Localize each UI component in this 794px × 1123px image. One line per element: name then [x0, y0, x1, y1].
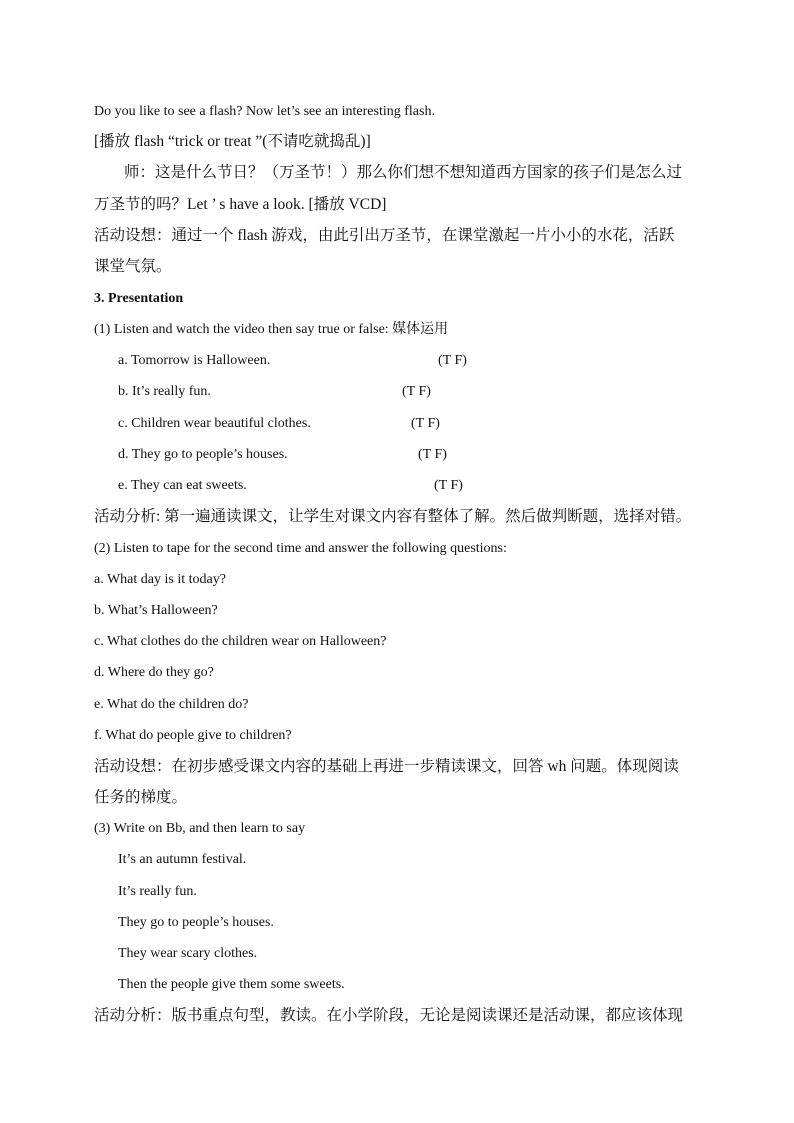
question-e: e. What do the children do?: [94, 697, 249, 712]
part2-design-line-1: 活动设想：在初步感受课文内容的基础上再进一步精读课文，回答 wh 问题。体现阅读: [94, 758, 679, 775]
intro-line-1: Do you like to see a flash? Now let’s see an interesting flash.: [94, 104, 435, 119]
question-a: a. What day is it today?: [94, 572, 226, 587]
tf-choice-d: (T F): [418, 447, 447, 462]
intro-line-2: [播放 flash “trick or treat ”(不请吃就捣乱)]: [94, 133, 371, 150]
teacher-line-1: 师：这是什么节日？（万圣节！）那么你们想不想知道西方国家的孩子们是怎么过: [124, 164, 683, 181]
question-b: b. What’s Halloween?: [94, 603, 218, 618]
tf-item-b: b. It’s really fun.: [118, 384, 211, 399]
design-note-line-2: 课堂气氛。: [94, 258, 172, 275]
sentence-2: It’s really fun.: [118, 884, 197, 899]
part2-design-line-2: 任务的梯度。: [94, 789, 188, 806]
design-note-line-1: 活动设想：通过一个 flash 游戏，由此引出万圣节，在课堂激起一片小小的水花，活跃: [94, 227, 675, 244]
tf-item-a: a. Tomorrow is Halloween.: [118, 353, 271, 368]
sentence-5: Then the people give them some sweets.: [118, 977, 345, 992]
part3-title: (3) Write on Bb, and then learn to say: [94, 821, 306, 836]
tf-item-d: d. They go to people’s houses.: [118, 447, 288, 462]
part1-analysis: 活动分析: 第一遍通读课文，让学生对课文内容有整体了解。然后做判断题，选择对错。: [94, 508, 692, 525]
tf-choice-b: (T F): [402, 384, 431, 399]
tf-choice-c: (T F): [411, 416, 440, 431]
question-d: d. Where do they go?: [94, 665, 214, 680]
part1-title: (1) Listen and watch the video then say true or false: 媒体运用: [94, 322, 449, 337]
sentence-4: They wear scary clothes.: [118, 946, 258, 961]
question-c: c. What clothes do the children wear on Halloween?: [94, 634, 387, 649]
sentence-3: They go to people’s houses.: [118, 915, 274, 930]
tf-item-c: c. Children wear beautiful clothes.: [118, 416, 311, 431]
part2-title: (2) Listen to tape for the second time and answer the following questions:: [94, 541, 507, 556]
part3-analysis-line-1: 活动分析：版书重点句型，教读。在小学阶段，无论是阅读课还是活动课，都应该体现: [94, 1007, 684, 1024]
section-heading: 3. Presentation: [94, 291, 184, 306]
sentence-1: It’s an autumn festival.: [118, 852, 247, 867]
tf-choice-e: (T F): [434, 478, 463, 493]
question-f: f. What do people give to children?: [94, 728, 292, 743]
tf-choice-a: (T F): [438, 353, 467, 368]
teacher-line-2: 万圣节的吗？Let ’ s have a look. [播放 VCD]: [94, 196, 387, 213]
tf-item-e: e. They can eat sweets.: [118, 478, 247, 493]
